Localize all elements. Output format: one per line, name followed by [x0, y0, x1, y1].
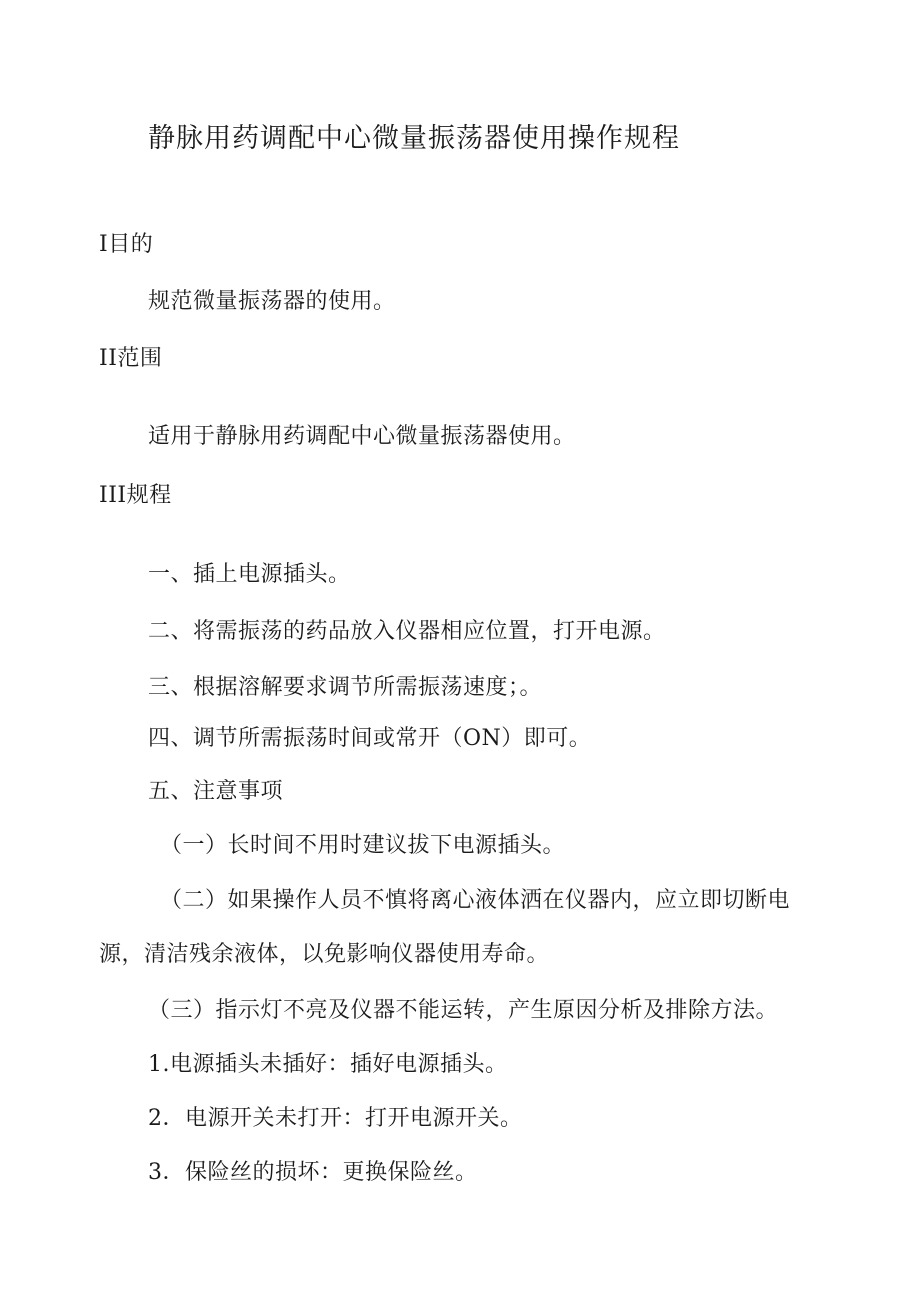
section-heading-purpose: I目的 — [99, 232, 154, 257]
section-heading-scope: II范围 — [99, 346, 163, 371]
section-body-scope: 适用于静脉用药调配中心微量振荡器使用。 — [148, 424, 576, 449]
troubleshooting-item: 1.电源插头未插好：插好电源插头。 — [148, 1052, 508, 1077]
procedure-step: 一、插上电源插头。 — [148, 562, 351, 587]
procedure-step: 四、调节所需振荡时间或常开（ON）即可。 — [148, 726, 592, 751]
note-item-continuation: 源，清洁残余液体，以免影响仪器使用寿命。 — [99, 942, 550, 967]
section-heading-procedure: III规程 — [99, 483, 172, 508]
troubleshooting-item: 3．保险丝的损坏：更换保险丝。 — [148, 1160, 478, 1185]
procedure-step: 三、根据溶解要求调节所需振荡速度；。 — [148, 675, 543, 700]
note-item: （三）指示灯不亮及仪器不能运转，产生原因分析及排除方法。 — [148, 998, 779, 1023]
section-body-purpose: 规范微量振荡器的使用。 — [148, 289, 396, 314]
note-item: （二）如果操作人员不慎将离心液体洒在仪器内，应立即切断电 — [160, 888, 791, 913]
document-title: 静脉用药调配中心微量振荡器使用操作规程 — [148, 123, 680, 154]
procedure-step: 二、将需振荡的药品放入仪器相应位置，打开电源。 — [148, 619, 666, 644]
procedure-step: 五、注意事项 — [148, 779, 284, 804]
troubleshooting-item: 2．电源开关未打开：打开电源开关。 — [148, 1106, 523, 1131]
note-item: （一）长时间不用时建议拔下电源插头。 — [160, 833, 566, 858]
